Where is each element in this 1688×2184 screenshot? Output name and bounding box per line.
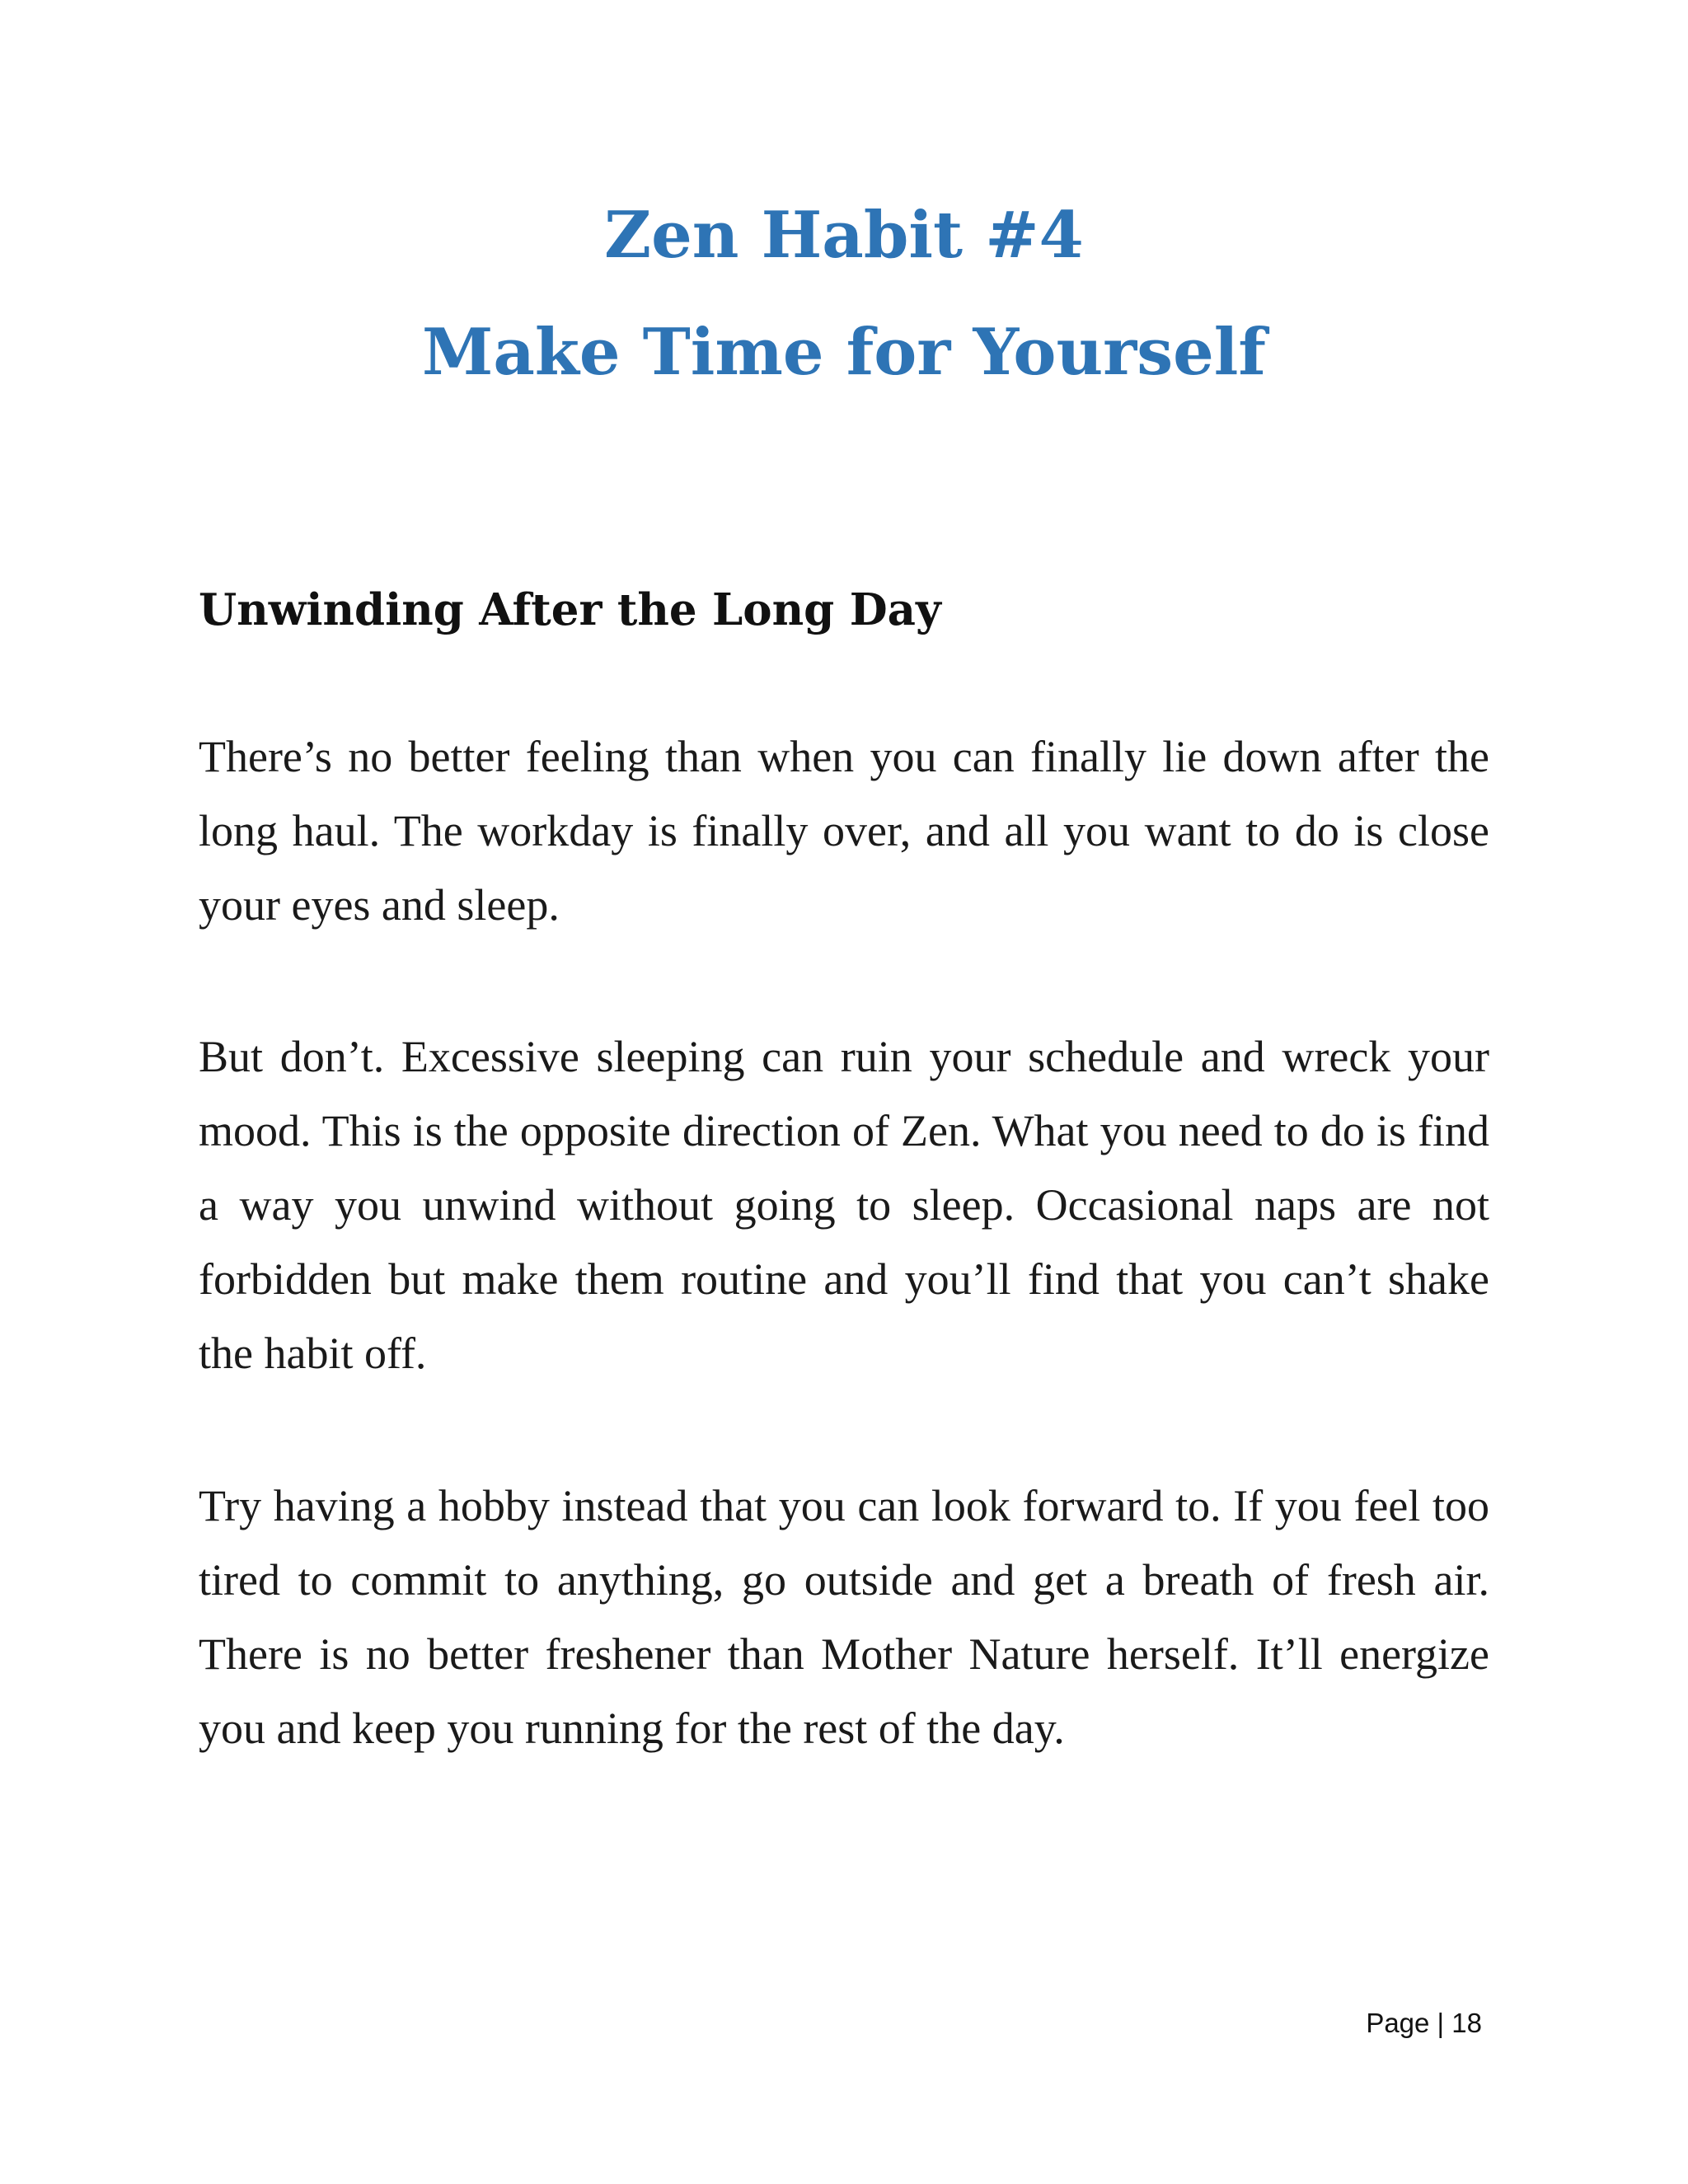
chapter-number: Zen Habit #4 [604,198,1084,273]
section-heading: Unwinding After the Long Day [199,584,941,635]
page-number: Page | 18 [1366,2008,1482,2038]
paragraph-3: Try having a hobby instead that you can look forward to. If you feel too tired to commit to anything, go outside and get a breath of fresh air. There is no better freshener than Mother Nature herself. It’ll energize you and keep you running for the rest of the day. [199,1481,1489,1753]
chapter-subtitle: Make Time for Yourself [422,315,1266,390]
chapter-title [0,177,1688,411]
paragraph-1: There’s no better feeling than when you can finally lie down after the long haul. The workday is finally over, and all you want to do is close your eyes and sleep. [199,732,1489,930]
paragraph-2: But don’t. Excessive sleeping can ruin your schedule and wreck your mood. This is the opposite direction of Zen. What you need to do is find a way you unwind without going to sleep. Occasional naps are not forbidden but make them routine and you’ll find that you can’t shake the habit off. [199,1032,1489,1378]
